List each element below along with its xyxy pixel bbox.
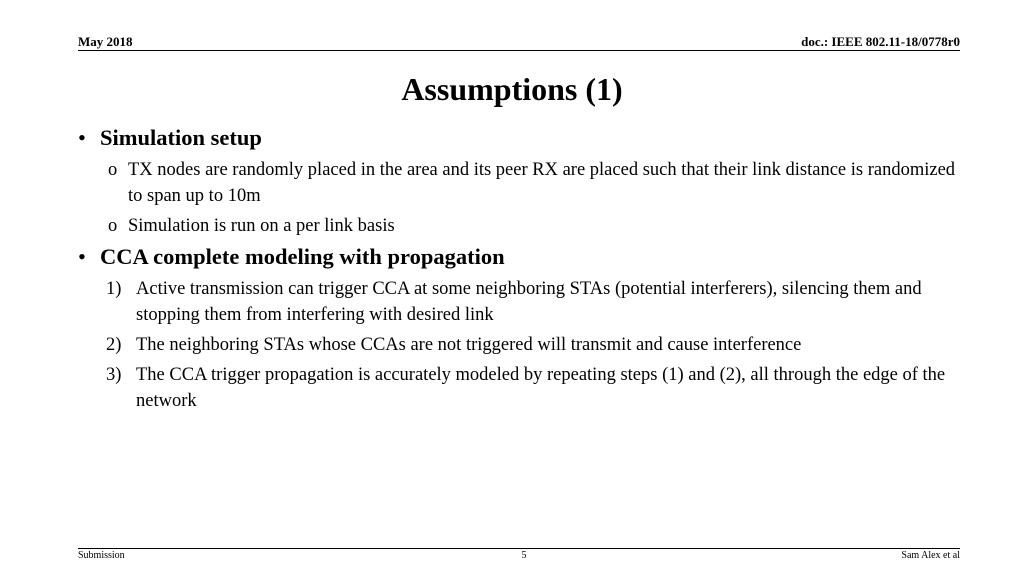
numbered-item-text: The CCA trigger propagation is accurately modeled by repeating steps (1) and (2), all through the edge of the network <box>136 365 946 411</box>
footer-submission: Submission <box>78 550 125 561</box>
numbered-item <box>78 276 958 328</box>
numbered-item-text: Active transmission can trigger CCA at some neighboring STAs (potential interferers), silencing them and stopping them from interfering with desired link <box>136 279 922 325</box>
sub-bullet-text: Simulation is run on a per link basis <box>128 216 395 236</box>
header-divider <box>78 50 960 51</box>
header-doc-id: doc.: IEEE 802.11-18/0778r0 <box>801 34 960 49</box>
numbered-item-marker: 2) <box>106 335 122 355</box>
footer-author: Sam Alex et al <box>901 550 960 561</box>
footer-divider <box>78 548 960 549</box>
sub-bullet-text: TX nodes are randomly placed in the area and its peer RX are placed such that their link distance is randomized to span up to 10m <box>128 160 956 206</box>
footer-page-number: 5 <box>521 550 527 561</box>
sub-bullet-marker: o <box>108 160 118 180</box>
numbered-item-marker: 3) <box>106 365 122 385</box>
sub-bullet <box>78 157 958 209</box>
numbered-item-text: The neighboring STAs whose CCAs are not triggered will transmit and cause interference <box>136 335 802 355</box>
slide-title: Assumptions (1) <box>401 71 623 107</box>
bullet-marker: • <box>78 244 86 269</box>
bullet-simulation-setup <box>78 123 958 153</box>
bullet-heading: CCA complete modeling with propagation <box>100 244 505 269</box>
numbered-item <box>78 332 958 358</box>
bullet-cca-modeling <box>78 242 958 272</box>
numbered-item <box>78 362 958 414</box>
sub-bullet <box>78 213 958 239</box>
header-date: May 2018 <box>78 34 133 49</box>
bullet-marker: • <box>78 125 86 150</box>
numbered-item-marker: 1) <box>106 279 122 299</box>
slide-body <box>78 120 958 414</box>
bullet-heading: Simulation setup <box>100 125 262 150</box>
sub-bullet-marker: o <box>108 216 118 236</box>
